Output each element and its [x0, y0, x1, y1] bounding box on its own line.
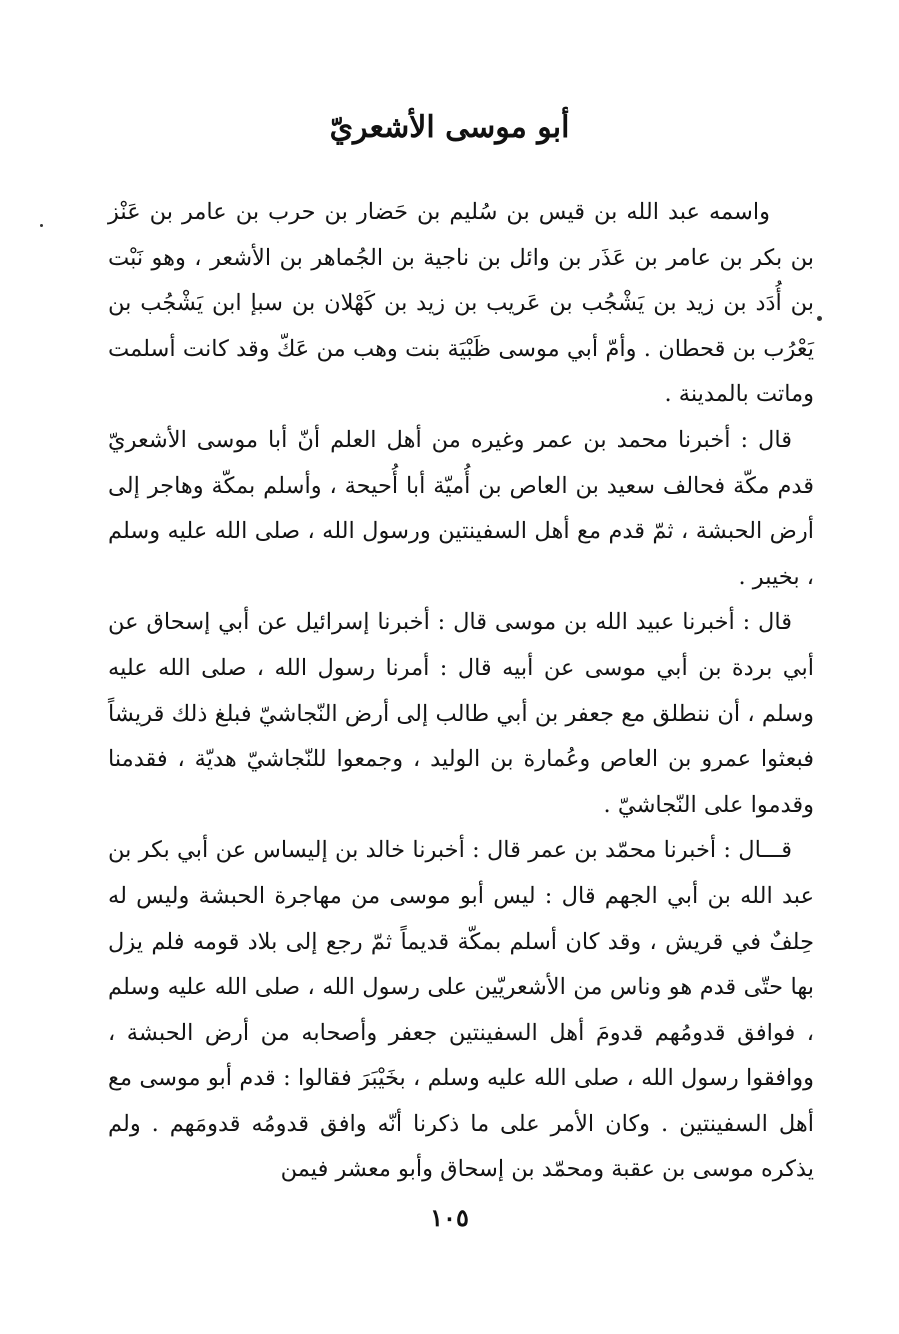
page-number: ١٠٥	[430, 1203, 469, 1232]
chapter-title: أبو موسى الأشعريّ	[329, 110, 570, 145]
scan-speck	[817, 316, 822, 321]
paragraph-lineage: واسمه عبد الله بن قيس بن سُليم بن حَضار بن حرب بن عامر بن عَنْز بن بكر بن عامر بن عَذَر بن وائل بن ناجية بن الجُماهر بن الأشعر ، وهو نَبْت بن أُدَد بن زيد بن يَشْجُب بن عَريب بن زيد بن كَهْلان بن سبإ ابن يَشْجُب بن يَعْرُب بن قحطان . وأمّ أبي موسى ظَبْيَة بنت وهب من عَكّ وقد كانت أسلمت وماتت بالمدينة .	[108, 199, 814, 408]
body-text	[108, 190, 814, 1193]
paragraph-najashi: قال : أخبرنا عبيد الله بن موسى قال : أخبرنا إسرائيل عن أبي إسحاق عن أبي بردة بن أبي موسى عن أبيه قال : أمرنا رسول الله ، صلى الله عليه وسلم ، أن ننطلق مع جعفر بن أبي طالب إلى أرض النّجاشيّ فبلغ ذلك قريشاً فبعثوا عمرو بن العاص وعُمارة بن الوليد ، وجمعوا للنّجاشيّ هديّة ، فقدمنا وقدموا على النّجاشيّ .	[108, 609, 814, 818]
paragraph-hijra: قال : أخبرنا محمد بن عمر وغيره من أهل العلم أنّ أبا موسى الأشعريّ قدم مكّة فحالف سعيد بن العاص بن أُميّة أبا أُحيحة ، وأسلم بمكّة وهاجر إلى أرض الحبشة ، ثمّ قدم مع أهل السفينتين ورسول الله ، صلى الله عليه وسلم ، بخيبر .	[108, 426, 814, 590]
scan-speck	[40, 224, 43, 227]
paragraph-ashariyyin: قـــال : أخبرنا محمّد بن عمر قال : أخبرنا خالد بن إليساس عن أبي بكر بن عبد الله بن أبي الجهم قال : ليس أبو موسى من مهاجرة الحبشة وليس له حِلفٌ في قريش ، وقد كان أسلم بمكّة قديماً ثمّ رجع إلى بلاد قومه فلم يزل بها حتّى قدم هو وناس من الأشعريّين على رسول الله ، صلى الله عليه وسلم ، فوافق قدومُهم قدومَ أهل السفينتين جعفر وأصحابه من أرض الحبشة ، ووافقوا رسول الله ، صلى الله عليه وسلم ، بخَيْبَرَ فقالوا : قدم أبو موسى مع أهل السفينتين . وكان الأمر على ما ذكرنا أنّه وافق قدومُه قدومَهم . ولم يذكره موسى بن عقبة ومحمّد بن إسحاق وأبو معشر فيمن	[108, 837, 814, 1183]
